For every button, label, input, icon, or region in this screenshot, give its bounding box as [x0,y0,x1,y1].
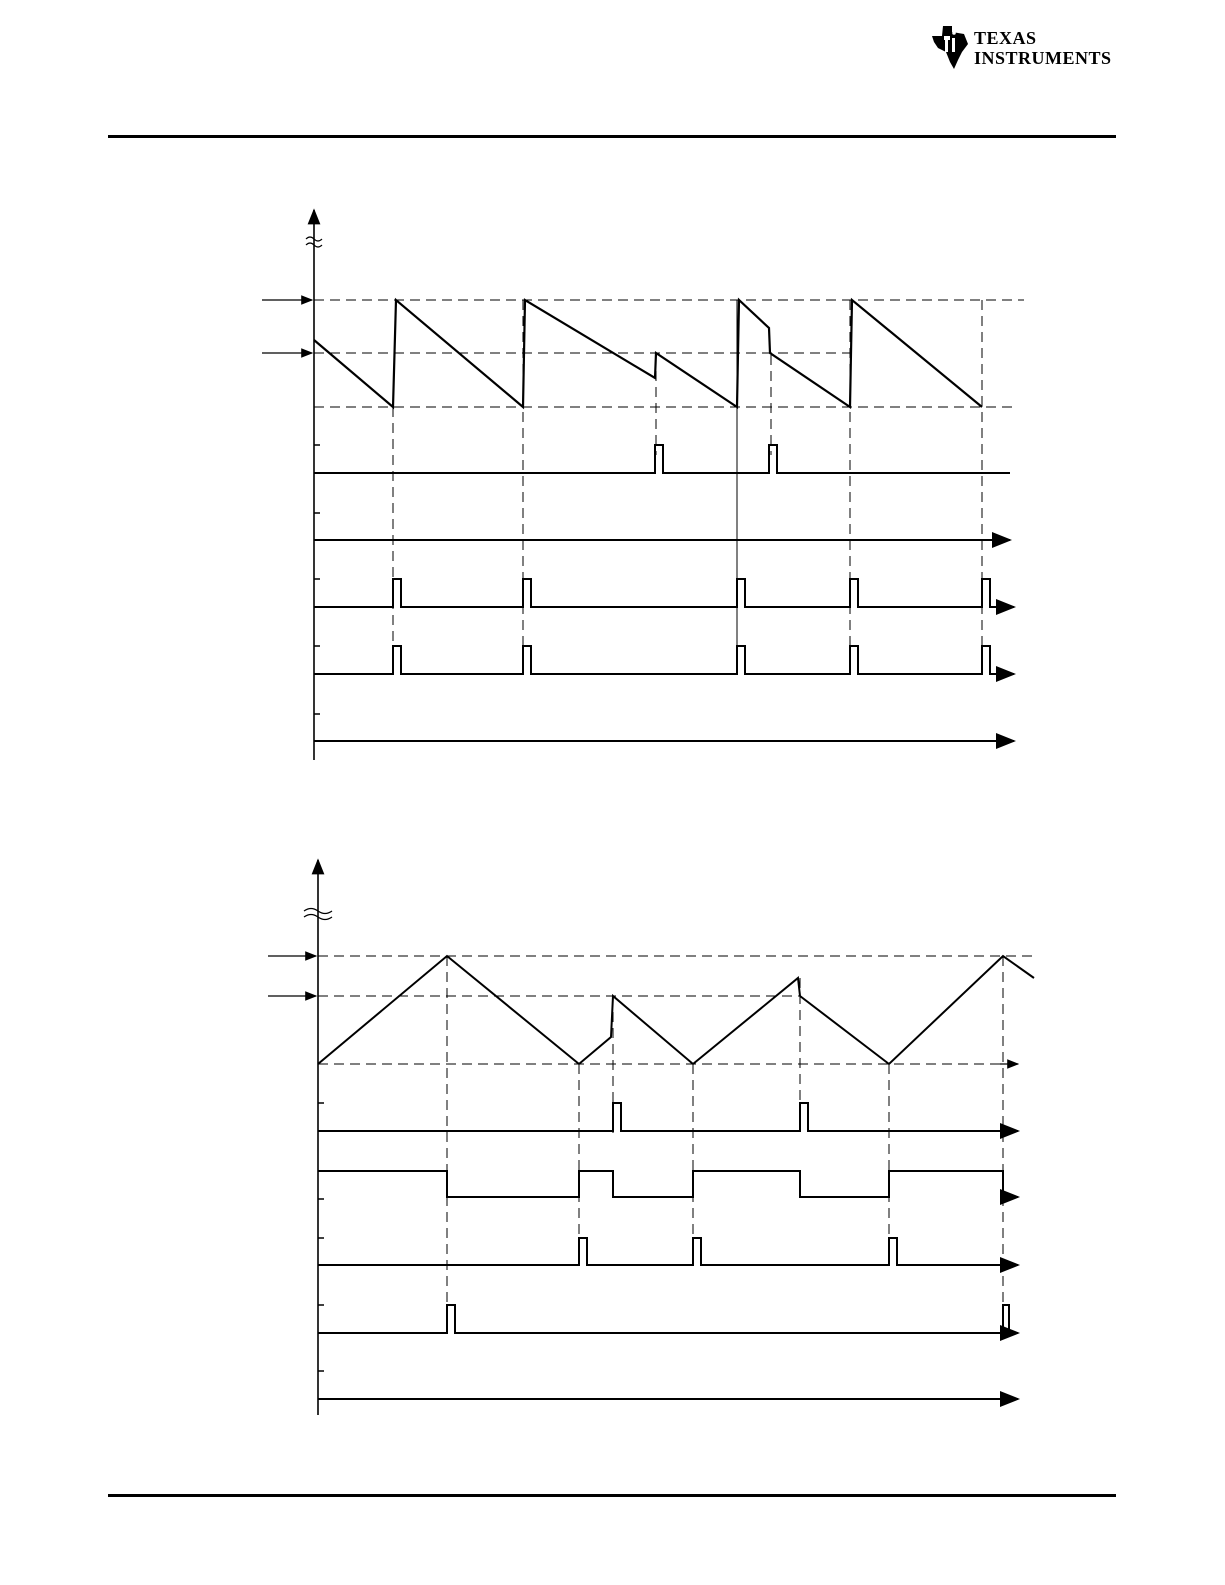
pulse-trace-4 [318,1305,1018,1333]
logo-wordmark-line1: TEXAS [974,28,1037,48]
texas-instruments-logo [928,22,1118,72]
pulse-trace-1 [318,1103,1018,1131]
pulse-trace-1 [314,445,1010,473]
footer-rule [108,1494,1116,1497]
logo-wordmark-line2: INSTRUMENTS [974,48,1112,68]
pulse-trace-4 [314,646,1014,674]
triangle-timing-diagram [0,855,1225,1425]
header-rule [108,135,1116,138]
triangle-waveform [318,956,1034,1064]
ti-state-icon [928,22,972,72]
square-trace-2 [318,1171,1018,1197]
pulse-trace-3 [314,579,1014,607]
pulse-trace-3 [318,1238,1018,1265]
sawtooth-timing-diagram [0,195,1225,765]
